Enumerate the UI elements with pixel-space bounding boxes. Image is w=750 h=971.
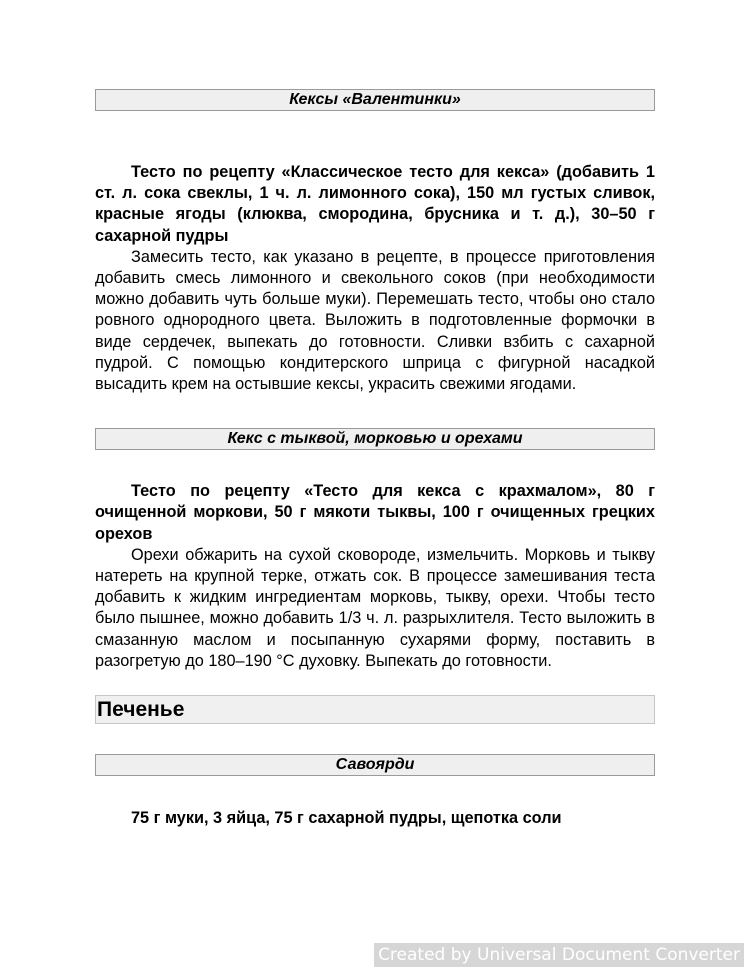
recipe-title-pumpkin-cake: Кекс с тыквой, морковью и орехами (95, 428, 655, 450)
recipe-method-valentinki: Замесить тесто, как указано в рецепте, в процессе приготовления добавить смесь лимонного и свекольного соков (при необходимости можно добавить чуть больше муки). Перемешать тесто, чтобы оно стало ровного однородного цвета. Выложить в подготовленные формочки в виде сердечек, выпекать до готовности. Сливки взбить с сахарной пудрой. С помощью кондитерского шприца с фигурной насадкой высадить крем на остывшие кексы, украсить свежими ягодами. (95, 247, 655, 394)
converter-watermark: Created by Universal Document Converter (374, 943, 744, 967)
recipe-ingredients-savoiardi: 75 г муки, 3 яйца, 75 г сахарной пудры, щепотка соли (131, 809, 562, 828)
recipe-ingredients-pumpkin-cake: Тесто по рецепту «Тесто для кекса с крахмалом», 80 г очищенной моркови, 50 г мякоти тыквы, 100 г очищенных грецких орехов (95, 482, 655, 543)
recipe-method-pumpkin-cake: Орехи обжарить на сухой сковороде, измельчить. Морковь и тыкву натереть на крупной терке, отжать сок. В процессе замешивания теста добавить к жидким ингредиентам морковь, тыкву, орехи. Чтобы тесто было пышнее, можно добавить 1/3 ч. л. разрыхлителя. Тесто выложить в смазанную маслом и посыпанную сухарями форму, поставить в разогретую до 180–190 °C духовку. Выпекать до готовности. (95, 545, 655, 670)
recipe-title-valentinki: Кексы «Валентинки» (95, 89, 655, 111)
recipe-ingredients-valentinki: Тесто по рецепту «Классическое тесто для кекса» (добавить 1 ст. л. сока свеклы, 1 ч. л. лимонного сока), 150 мл густых сливок, красные ягоды (клюква, смородина, брусника и т. д.), 30–50 г сахарной пудры (95, 163, 655, 245)
document-page (95, 89, 655, 829)
chapter-title-cookies: Печенье (95, 695, 655, 724)
recipe-title-savoiardi: Савоярди (95, 754, 655, 776)
